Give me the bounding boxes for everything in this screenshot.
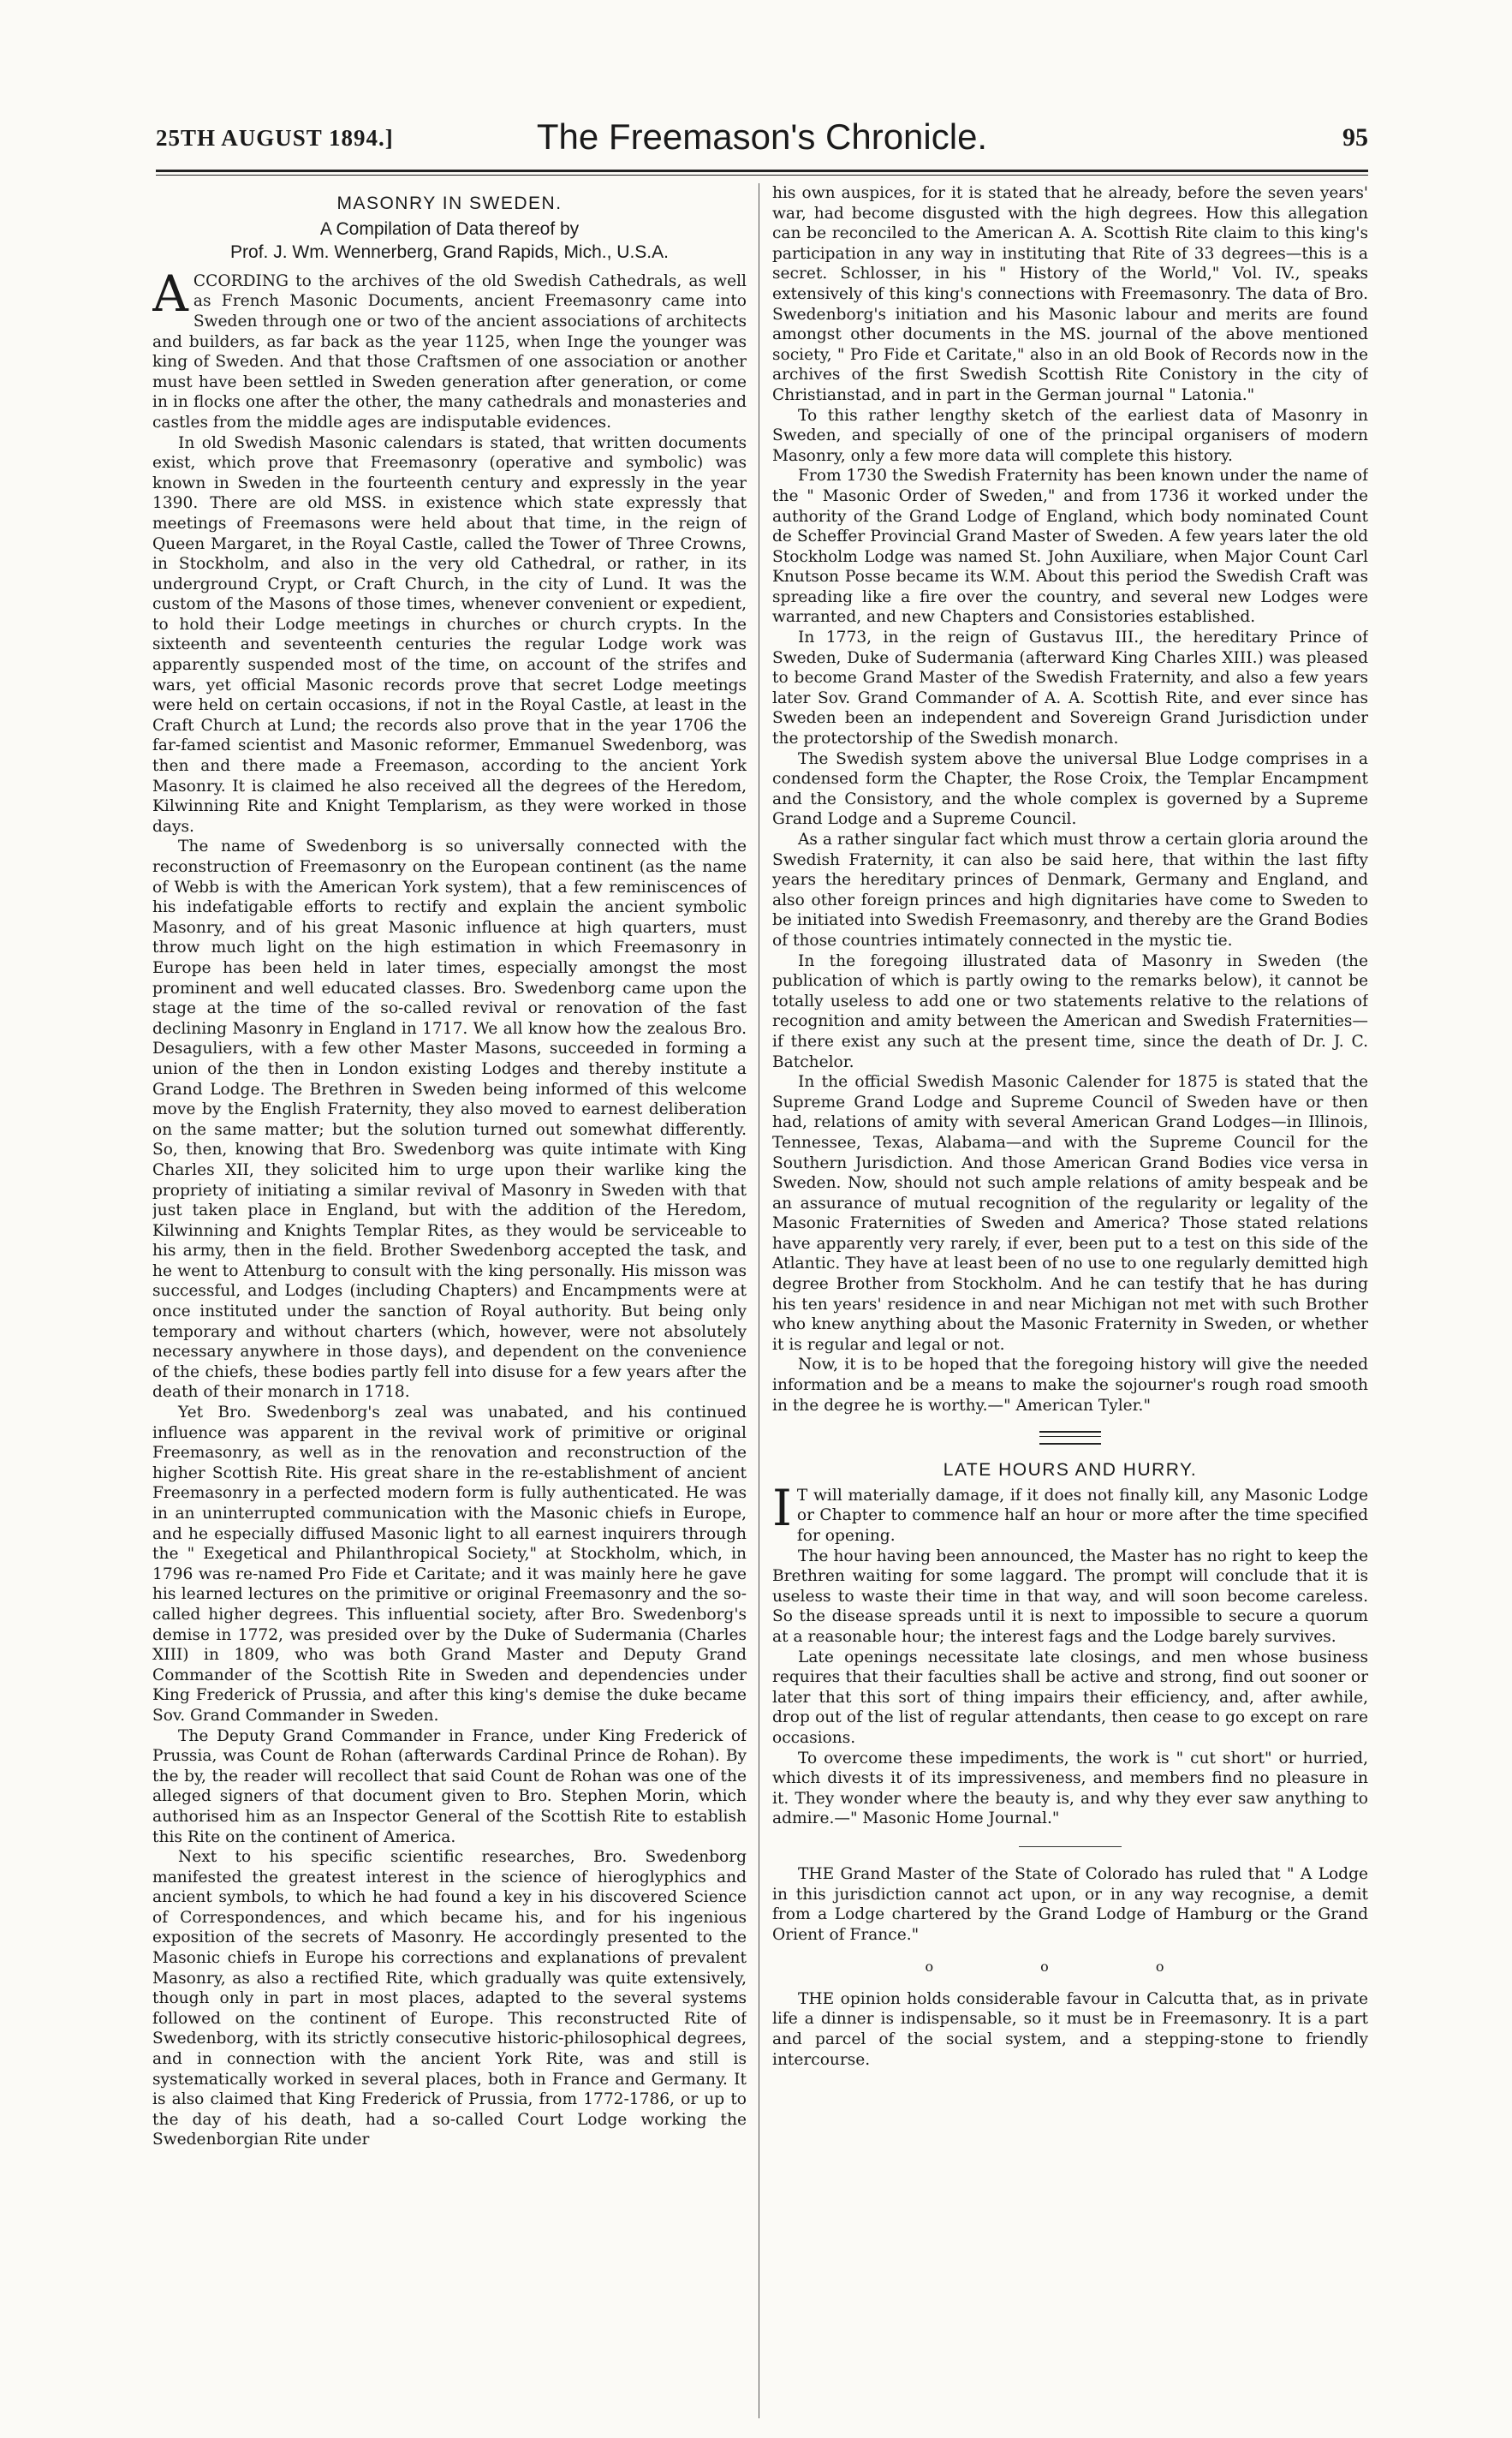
right-column xyxy=(772,183,1368,2418)
article-paragraph: As a rather singular fact which must throw a certain gloria around the Swedish Fraternity, it can also be said here, that within the last fifty years the hereditary princes of Denmark, Germany and England, and also other foreign princes and high dignitaries have come to Sweden to be initiated into Swedish Freemasonry, and thereby are the Grand Bodies of those countries intimately connected in the mystic tie. xyxy=(772,831,1368,950)
article-paragraph: I T will materially damage, if it does not finally kill, any Masonic Lodge or Chapter to commence half an hour or more after the time specified for opening. xyxy=(772,1478,1368,1545)
article-paragraph: Late openings necessitate late closings, and men whose business requires that their faculties shall be active and strong, find out sooner or later that this sort of thing impairs their efficiency, and, after awhile, drop out of the list of regular attendants, then cease to go except on rare occasions. xyxy=(772,1648,1368,1747)
article-paragraph: To this rather lengthy sketch of the earliest data of Masonry in Sweden, and specially of one of the principal organisers of modern Masonry, only a few more data will complete this history. xyxy=(772,406,1368,465)
article-title-masonry-in-sweden: MASONRY IN SWEDEN. xyxy=(336,194,563,213)
section-rule xyxy=(1019,1846,1122,1847)
article-paragraph: In old Swedish Masonic calendars is stated, that written documents exist, which prove that Freemasonry (operative and symbolic) was known in Sweden in the fourteenth century and expressly in the year 1390. There are old MSS. in existence which state expressly that meetings of Freemasons were held about that time, in the reign of Queen Margaret, in the Royal Castle, called the Tower of Three Crowns, in Stockholm, and also in the very old Cathedral, or rather, in its underground Crypt, or Craft Church, in the city of Lund. It was the custom of the Masons of those times, whenever convenient or expedient, to hold their Lodge meetings in churches or church crypts. In the sixteenth and seventeenth centuries the regular Lodge work was apparently suspended most of the time, on account of the strifes and wars, yet official Masonic records prove that secret Lodge meetings were held on certain occasions, if not in the Royal Castle, at least in the Craft Church at Lund; the records also prove that in the year 1706 the far-famed scientist and Masonic reformer, Emmanuel Swedenborg, was then and there made a Freemason, according to the ancient York Masonry. It is claimed he also received all the degrees of the Heredom, Kilwinning Rite and Knight Templarism, as they were worked in those days. xyxy=(152,433,747,836)
drop-cap: I xyxy=(772,1478,792,1537)
article-paragraph: In the foregoing illustrated data of Masonry in Sweden (the publication of which is partly owing to the remarks below), it cannot be totally useless to add one or two statements relative to the relations of recognition and amity between the American and Swedish Fraternities—if there exist any such at the present time, since the death of Dr. J. C. Batchelor. xyxy=(772,951,1368,1071)
article-paragraph: Yet Bro. Swedenborg's zeal was unabated, and his continued influence was apparent in the revival work of primitive or original Freemasonry, as well as in the renovation and reconstruction of the higher Scottish Rite. His great share in the re-establishment of ancient Freemasonry in a perfected modern form is fully authenticated. He was in an uninterrupted communication with the Masonic chiefs in Europe, and he especially diffused Masonic light to all earnest inquirers through the " Exegetical and Philanthropical Society," at Stockholm, which, in 1796 was re-named Pro Fide et Caritate; and it was mainly here he gave his learned lectures on the primitive or original Freemasonry and the so-called higher degrees. This influential society, after Bro. Swedenborg's demise in 1772, was presided over by the Duke of Sudermania (Charles XIII) in 1809, who was both Grand Master and Deputy Grand Commander of the Scottish Rite in Sweden and dependencies under King Frederick of Prussia, and after this king's demise the duke became Sov. Grand Commander in Sweden. xyxy=(152,1404,747,1725)
article-subtitle: A Compilation of Data thereof by xyxy=(319,218,580,239)
article-paragraph: The name of Swedenborg is so universally connected with the reconstruction of Freemasonry on the European continent (as the name of Webb is with the American York system), that a few reminiscences of his indefatigable efforts to rectify and explain the ancient symbolic Masonry, and of his great Masonic influence at high quarters, must throw much light on the high estimation in which Freemasonry in Europe has been held in later times, especially amongst the most prominent and well educated classes. Bro. Swedenborg came upon the stage at the time of the so-called revival or renovation of the fast declining Masonry in England in 1717. We all know how the zealous Bro. Desaguliers, with a few other Master Masons, succeeded in forming a union of the then in London existing Lodges and thereby institute a Grand Lodge. The Brethren in Sweden being informed of this welcome move by the English Fraternity, they also moved to earnest deliberation on the same matter; but the solution turned out somewhat differently. So, then, knowing that Bro. Swedenborg was quite intimate with King Charles XII, they solicited him to urge upon their warlike king the propriety of initiating a similar revival of Masonry in Sweden with that just taken place in England, but with the addition of the Heredom, Kilwinning and Knights Templar Rites, as they would be serviceable to his army, then in the field. Brother Swedenborg accepted the task, and he went to Attenburg to consult with the king personally. His misson was successful, and Lodges (including Chapters) and Encampments were at once instituted under the sanction of Royal authority. But being only temporary and without charters (which, however, were not absolutely necessary anywhere in those days), and dependent on the convenience of the chiefs, these bodies partly fell into disuse for a few years after the death of their monarch in 1718. xyxy=(152,838,747,1402)
article-paragraph: To overcome these impediments, the work is " cut short" or hurried, which divests it of its impressiveness, and members find no pleasure in it. They wonder where the beauty is, and why they ever saw anything to admire.—" Masonic Home Journal." xyxy=(772,1749,1368,1828)
article-paragraph: Now, it is to be hoped that the foregoing history will give the needed information and be a means to make the sojourner's rough road smooth in the degree he is worthy.—" American Tyler." xyxy=(772,1356,1368,1415)
page-number: 95 xyxy=(1342,123,1368,152)
article-byline: Prof. J. Wm. Wennerberg, Grand Rapids, Mich., U.S.A. xyxy=(230,242,669,263)
article-paragraph: his own auspices, for it is stated that he already, before the seven years' war, had become disgusted with the high degrees. How this allegation can be reconciled to the American A. A. Scottish Rite claim to this king's participation in any way in instituting that Rite of 33 degrees—this is a secret. Schlosser, in his " History of the World," Vol. IV., speaks extensively of this king's connections with Freemasonry. The data of Bro. Swedenborg's initiation and his Masonic labour and merits are found amongst other documents in the MS. journal of the above mentioned society, " Pro Fide et Caritate," also in an old Book of Records now in the archives of the first Swedish Scottish Rite Conistory in the city of Christianstad, and in part in the German journal " Latonia." xyxy=(772,184,1368,404)
article-paragraph: The Swedish system above the universal Blue Lodge comprises in a condensed form the Chapter, the Rose Croix, the Templar Encampment and the Consistory, and the whole complex is governed by a Supreme Grand Lodge and a Supreme Council. xyxy=(772,749,1368,829)
article-paragraph: From 1730 the Swedish Fraternity has been known under the name of the " Masonic Order of Sweden," and from 1736 it worked under the authority of the Grand Lodge of England, which body nominated Count de Scheffer Provincial Grand Master of Sweden. A few years later the old Stockholm Lodge was named St. John Auxiliare, when Major Count Carl Knutson Posse became its W.M. About this period the Swedish Craft was spreading like a fire over the country, and several new Lodges were warranted, and new Chapters and Consistories established. xyxy=(772,467,1368,627)
newspaper-title: The Freemason's Chronicle. xyxy=(536,116,988,157)
news-note: THE opinion holds considerable favour in Calcutta that, as in private life a dinner is indispensable, so it must be in Freemasonry. It is a part and parcel of the social system, and a stepping-stone to friendly intercourse. xyxy=(772,1989,1368,2069)
article-paragraph: In the official Swedish Masonic Calender for 1875 is stated that the Supreme Grand Lodge and Supreme Council of Sweden have or then had, relations of amity with several American Grand Lodges—in Illinois, Tennessee, Texas, Alabama—and with the Supreme Council for the Southern Jurisdiction. And those American Grand Bodies vice versa in Sweden. Now, should not such ample relations of amity bespeak and be an assurance of mutual recognition of the regularity or legality of the Masonic Fraternities of Sweden and America? Those stated relations have apparently very rarely, if ever, been put to a test on this side of the Atlantic. They have at least been of no use to one regularly demitted high degree Brother from Stockholm. And he can testify that he has during his ten years' residence in and near Michigan not met with such Brother who knew anything about the Masonic Fraternity in Sweden, or whether it is regular and legal or not. xyxy=(772,1073,1368,1354)
drop-cap: A xyxy=(152,264,188,323)
section-ornament xyxy=(1039,1431,1101,1445)
header-rule xyxy=(156,170,1368,172)
article-paragraph: In 1773, in the reign of Gustavus III., the hereditary Prince of Sweden, Duke of Sudermania (afterward King Charles XIII.) was pleased to become Grand Master of the Swedish Fraternity, and also a few years later Sov. Grand Commander of A. A. Scottish Rite, and ever since has Sweden been an independent and Sovereign Grand Jurisdiction under the protectorship of the Swedish monarch. xyxy=(772,629,1368,748)
article-paragraph: Next to his specific scientific researches, Bro. Swedenborg manifested the greatest interest in the science of hieroglyphics and ancient symbols, to which he had found a key in his discovered Science of Correspondences, and which became his, and for his ingenious exposition of the secrets of Masonry. He accordingly presented to the Masonic chiefs in Europe his corrections and explanations of prevalent Masonry, as also a rectified Rite, which gradually was quite extensively, though only in part in most places, adapted to the several systems followed on the continent of Europe. This reconstructed Rite of Swedenborg, with its strictly consecutive historic-philosophical degrees, and in connection with the ancient York Rite, was and still is systematically worked in several places, both in France and Germany. It is also claimed that King Frederick of Prussia, from 1772-1786, or up to the day of his death, had a so-called Court Lodge working the Swedenborgian Rite under xyxy=(152,1848,747,2149)
article-paragraph: The hour having been announced, the Master has no right to keep the Brethren waiting for some laggard. The prompt will conclude that it is useless to waste their time in that way, and will soon become careless. So the disease spreads until it is next to impossible to secure a quorum at a reasonable hour; the interest fags and the Lodge barely survives. xyxy=(772,1547,1368,1646)
left-column xyxy=(152,183,747,2418)
header-rule-thin xyxy=(156,175,1368,176)
news-note: THE Grand Master of the State of Colorado has ruled that " A Lodge in this jurisdiction cannot act upon, or in any way recognise, a demit from a Lodge chartered by the Grand Lodge of Hamburg or the Grand Orient of France." xyxy=(772,1864,1368,1944)
separator-dots: o o o xyxy=(925,1958,1216,1976)
issue-date: 25TH AUGUST 1894.] xyxy=(156,125,394,151)
article-paragraph: The Deputy Grand Commander in France, under King Frederick of Prussia, was Count de Rohan (afterwards Cardinal Prince de Rohan). By the by, the reader will recollect that said Count de Rohan was one of the alleged signers of that document given to Bro. Stephen Morin, which authorised him as an Inspector General of the Scottish Rite to establish this Rite on the continent of America. xyxy=(152,1726,747,1846)
article-paragraph: ACCORDING to the archives of the old Swedish Cathedrals, as well as French Masonic Documents, ancient Freemasonry came into Sweden through one or two of the ancient associations of architects and builders, as far back as the year 1125, when Inge the younger was king of Sweden. And that those Craftsmen of one association or another must have been settled in Sweden generation after generation, or come in in flocks one after the other, the many cathedrals and monasteries and castles from the middle ages are indisputable evidences. xyxy=(152,264,747,432)
masthead xyxy=(156,116,1368,168)
article-title-late-hours: LATE HOURS AND HURRY. xyxy=(943,1460,1198,1481)
